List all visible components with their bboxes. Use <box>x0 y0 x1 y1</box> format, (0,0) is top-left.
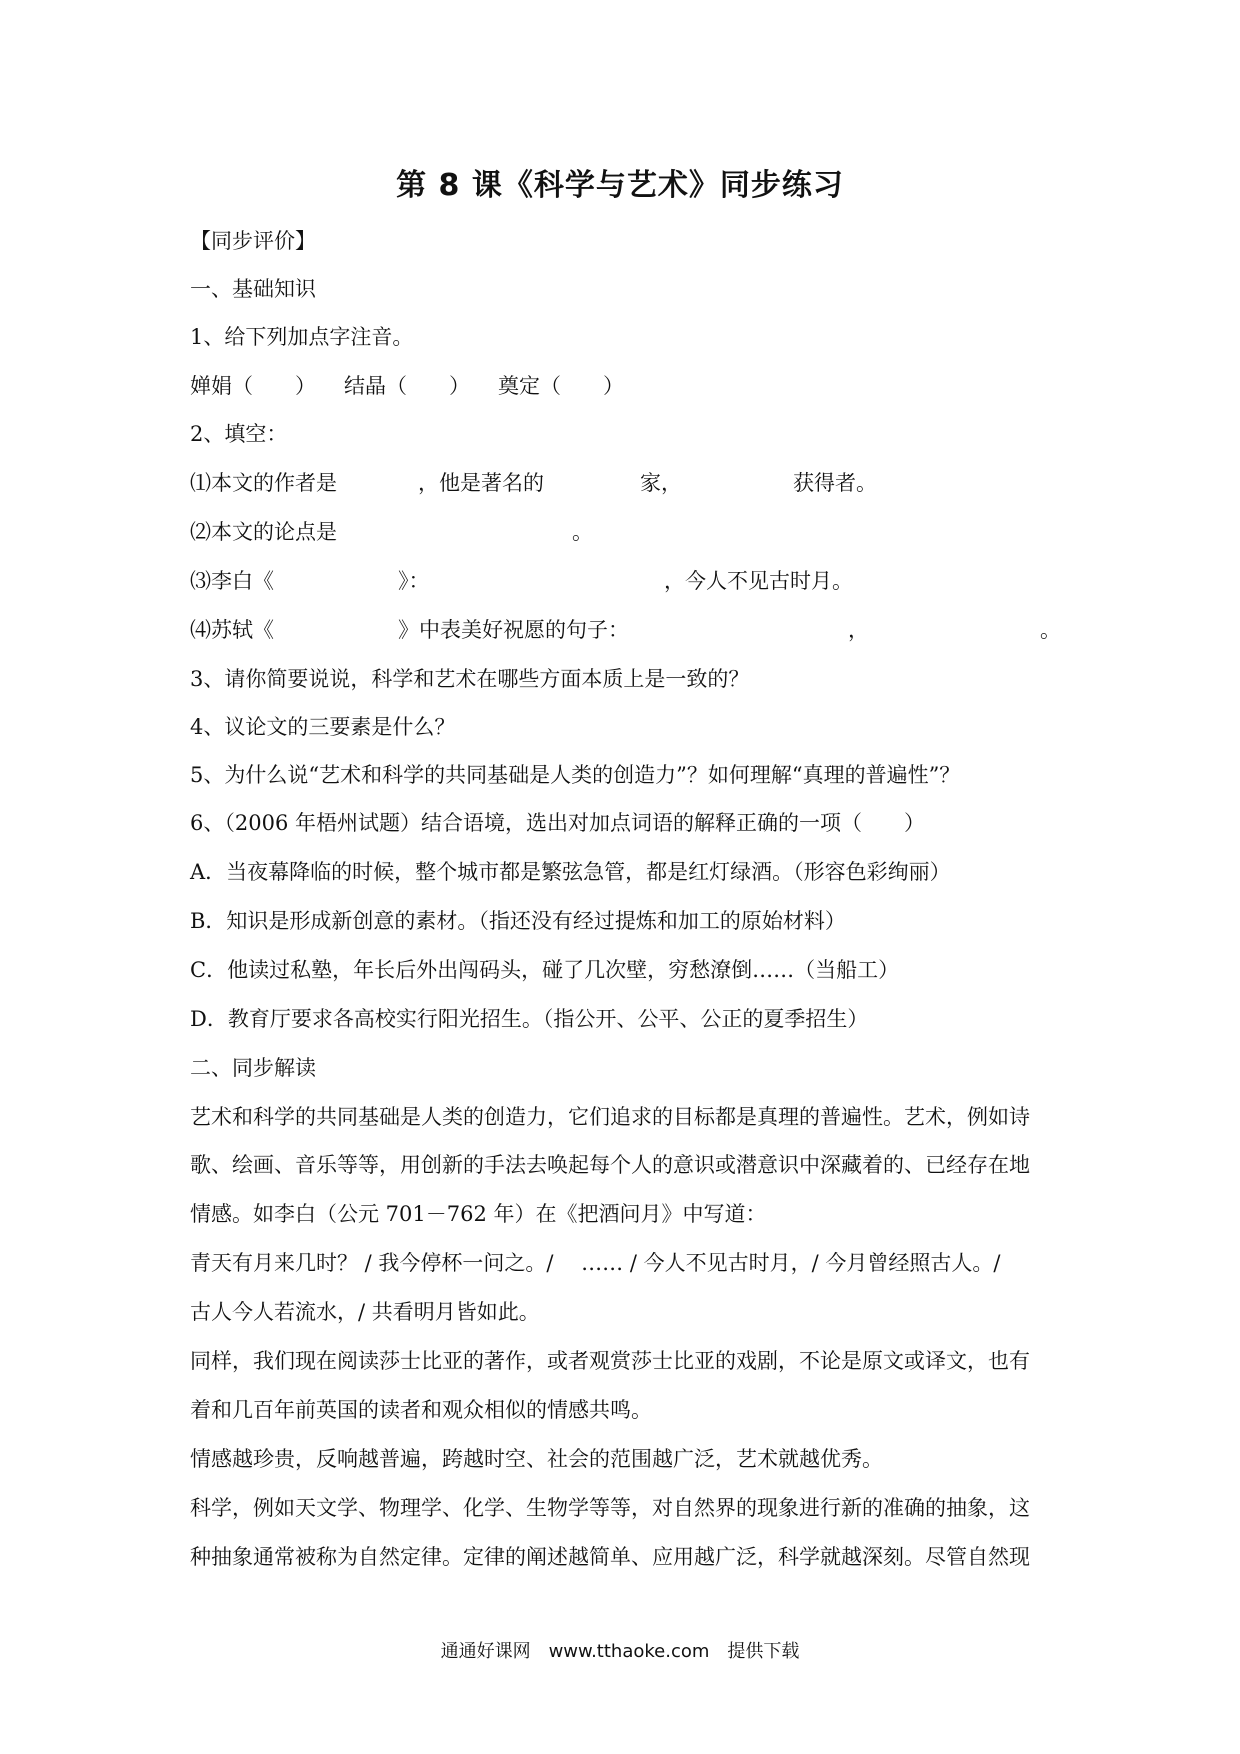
q5: 5、为什么说“艺术和科学的共同基础是人类的创造力”？如何理解“真理的普遍性”？ <box>190 763 961 787</box>
q2-s2-part1: ⑵本文的论点是 <box>190 520 337 544</box>
q1-item-chanjuan: 婵娟（ ） <box>190 374 316 398</box>
q2-s1-part3: 家， <box>640 471 682 495</box>
reading-paragraph-4-line-2: 种抽象通常被称为自然定律。定律的阐述越简单、应用越广泛，科学就越深刻。尽管自然现 <box>190 1545 1030 1569</box>
section-heading-basic: 一、基础知识 <box>190 277 316 301</box>
q6-option-c: C．他读过私塾，年长后外出闯码头，碰了几次壁，穷愁潦倒……（当船工） <box>190 958 900 982</box>
page-footer: 通通好课网 www.tthaoke.com 提供下载 <box>440 1641 800 1662</box>
q2-s1-part4: 获得者。 <box>793 471 877 495</box>
reading-paragraph-1-line-3: 情感。如李白（公元 701－762 年）在《把酒问月》中写道： <box>190 1202 767 1226</box>
q2-s4-part3: ， <box>848 618 869 642</box>
reading-paragraph-1-line-1: 艺术和科学的共同基础是人类的创造力，它们追求的目标都是真理的普遍性。艺术，例如诗 <box>190 1105 1030 1129</box>
reading-paragraph-2-line-1: 同样，我们现在阅读莎士比亚的著作，或者观赏莎士比亚的戏剧，不论是原文或译文，也有 <box>190 1349 1030 1373</box>
reading-paragraph-2-line-2: 着和几百年前英国的读者和观众相似的情感共鸣。 <box>190 1398 652 1422</box>
q2-s1-part1: ⑴本文的作者是 <box>190 471 337 495</box>
q3: 3、请你简要说说，科学和艺术在哪些方面本质上是一致的？ <box>190 667 750 691</box>
q6-prompt: 6、（2006 年梧州试题）结合语境，选出对加点词语的解释正确的一项（ ） <box>190 811 925 835</box>
q6-option-a: A．当夜幕降临的时候，整个城市都是繁弦急管，都是红灯绿酒。（形容色彩绚丽） <box>190 860 951 884</box>
section-heading-reading: 二、同步解读 <box>190 1056 316 1080</box>
poem-line-2: 古人今人若流水，/ 共看明月皆如此。 <box>190 1300 540 1324</box>
q2-s3-part3: ，今人不见古时月。 <box>664 569 853 593</box>
q6-option-d: D．教育厅要求各高校实行阳光招生。（指公开、公平、公正的夏季招生） <box>190 1007 869 1031</box>
page-title: 第 8 课《科学与艺术》同步练习 <box>396 168 844 203</box>
q6-option-b: B．知识是形成新创意的素材。（指还没有经过提炼和加工的原始材料） <box>190 909 846 933</box>
q2-s3-part2: 》： <box>398 569 430 593</box>
reading-paragraph-4-line-1: 科学，例如天文学、物理学、化学、生物学等等，对自然界的现象进行新的准确的抽象，这 <box>190 1496 1030 1520</box>
q1-item-dianding: 奠定（ ） <box>498 374 624 398</box>
q2-s4-part2: 》中表美好祝愿的句子： <box>398 618 629 642</box>
q2-s2-part2: 。 <box>572 520 593 544</box>
q2-s1-part2: ，他是著名的 <box>418 471 544 495</box>
q1-item-jiejing: 结晶（ ） <box>344 374 470 398</box>
q2-s4-part1: ⑷苏轼《 <box>190 618 274 642</box>
section-heading-pingjia: 【同步评价】 <box>190 229 316 253</box>
q2-prompt: 2、填空： <box>190 422 288 446</box>
q1-prompt: 1、给下列加点字注音。 <box>190 325 414 349</box>
q2-s3-part1: ⑶李白《 <box>190 569 274 593</box>
poem-line-1: 青天有月来几时？ / 我今停杯一问之。/ …… / 今人不见古时月，/ 今月曾经照古人。/ <box>190 1251 1001 1275</box>
reading-paragraph-3: 情感越珍贵，反响越普遍，跨越时空、社会的范围越广泛，艺术就越优秀。 <box>190 1447 883 1471</box>
q2-s4-part4: 。 <box>1040 618 1061 642</box>
q4: 4、议论文的三要素是什么？ <box>190 715 456 739</box>
reading-paragraph-1-line-2: 歌、绘画、音乐等等，用创新的手法去唤起每个人的意识或潜意识中深藏着的、已经存在地 <box>190 1153 1030 1177</box>
